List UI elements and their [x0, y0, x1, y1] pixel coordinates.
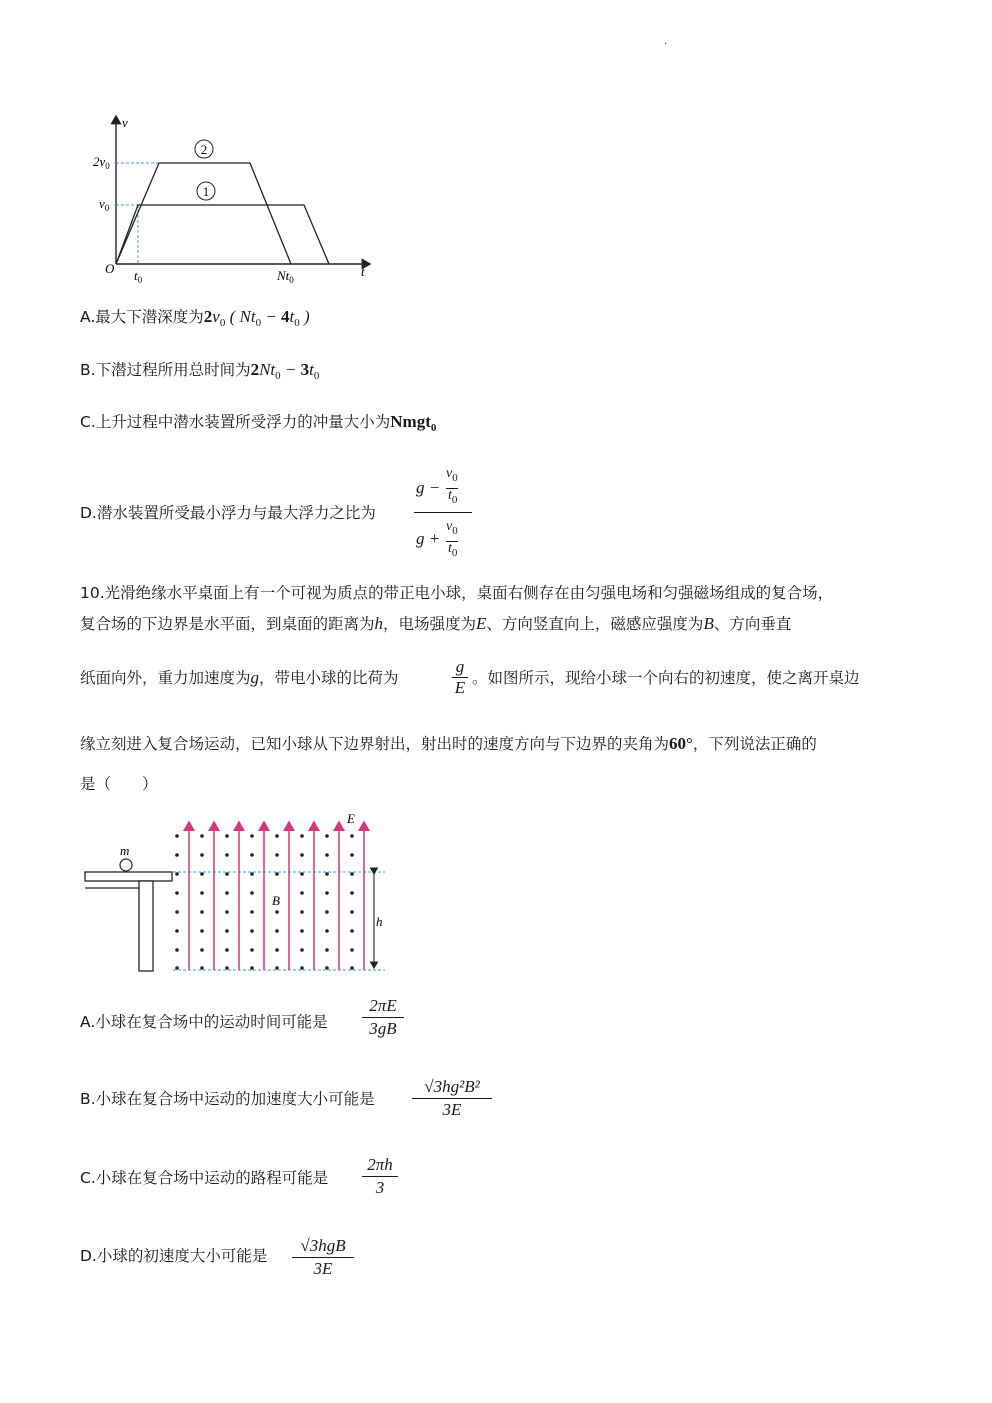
- q10-b-formula: √3hg²B² 3E: [412, 1076, 492, 1121]
- y-tick-2v0: $2v_0$: [93, 154, 110, 171]
- field-label-B: B: [272, 893, 280, 908]
- q9-option-a[interactable]: A.最大下潜深度为$2v_0$ ( $Nt_0 - 4t_0$ ): [80, 307, 310, 329]
- q10-line-3: 纸面向外，重力加速度为g，带电小球的比荷为 g E 。如图所示，现给小球一个向右的初速度，使之离开桌边: [80, 657, 860, 697]
- y-tick-v0: $v_0$: [99, 196, 110, 213]
- q9-a-formula: $2v_0$ ( $Nt_0 - 4t_0$ ): [203, 307, 310, 329]
- curve-1-label: 1: [202, 184, 210, 199]
- q9-option-b[interactable]: B.下潜过程所用总时间为$2Nt_0 - 3t_0$: [80, 360, 320, 382]
- q9-d-formula: g − $v_0$ $t_0$ g + $v_0$ $t_0$: [414, 464, 472, 563]
- y-axis-label: v: [122, 115, 128, 130]
- q10-a-formula: 2πE 3gB: [362, 995, 404, 1040]
- q9-c-formula: Nmgt$_0$: [390, 412, 437, 434]
- origin-label: O: [105, 261, 115, 276]
- ball-label-m: m: [120, 843, 130, 858]
- table-top: [85, 872, 172, 881]
- header-dot: .: [664, 36, 668, 47]
- curve-2: [116, 163, 291, 264]
- q10-d-formula: √3hgB 3E: [292, 1235, 354, 1280]
- q10-line-1: 10.光滑绝缘水平桌面上有一个可视为质点的带正电小球，桌面右侧存在由匀强电场和匀强磁场组成的复合场，: [80, 584, 834, 602]
- curve-1: [116, 205, 329, 264]
- table-leg: [139, 881, 153, 971]
- ball: [120, 859, 132, 871]
- x-tick-t0: $t_0$: [134, 268, 143, 285]
- q10-line-2: 复合场的下边界是水平面，到桌面的距离为h，电场强度为E、方向竖直向上，磁感应强度为B、方向垂直: [80, 614, 792, 633]
- curve-2-label: 2: [200, 142, 208, 157]
- height-label-h: h: [376, 914, 383, 929]
- x-axis-label: t: [361, 264, 365, 279]
- x-tick-Nt0: $Nt_0$: [277, 268, 294, 285]
- q10-line-5: 是（ ）: [80, 775, 158, 793]
- q10-line-4: 缘立刻进入复合场运动，已知小球从下边界射出，射出时的速度方向与下边界的夹角为60°，下列说法正确的: [80, 734, 817, 753]
- field-diagram: [85, 808, 390, 978]
- q9-option-c[interactable]: C.上升过程中潜水装置所受浮力的冲量大小为Nmgt$_0$: [80, 412, 437, 434]
- q10-c-formula: 2πh 3: [362, 1154, 398, 1199]
- vt-graph: [95, 110, 380, 285]
- field-label-E: E: [347, 811, 355, 826]
- q9-b-formula: $2Nt_0 - 3t_0$: [250, 360, 320, 382]
